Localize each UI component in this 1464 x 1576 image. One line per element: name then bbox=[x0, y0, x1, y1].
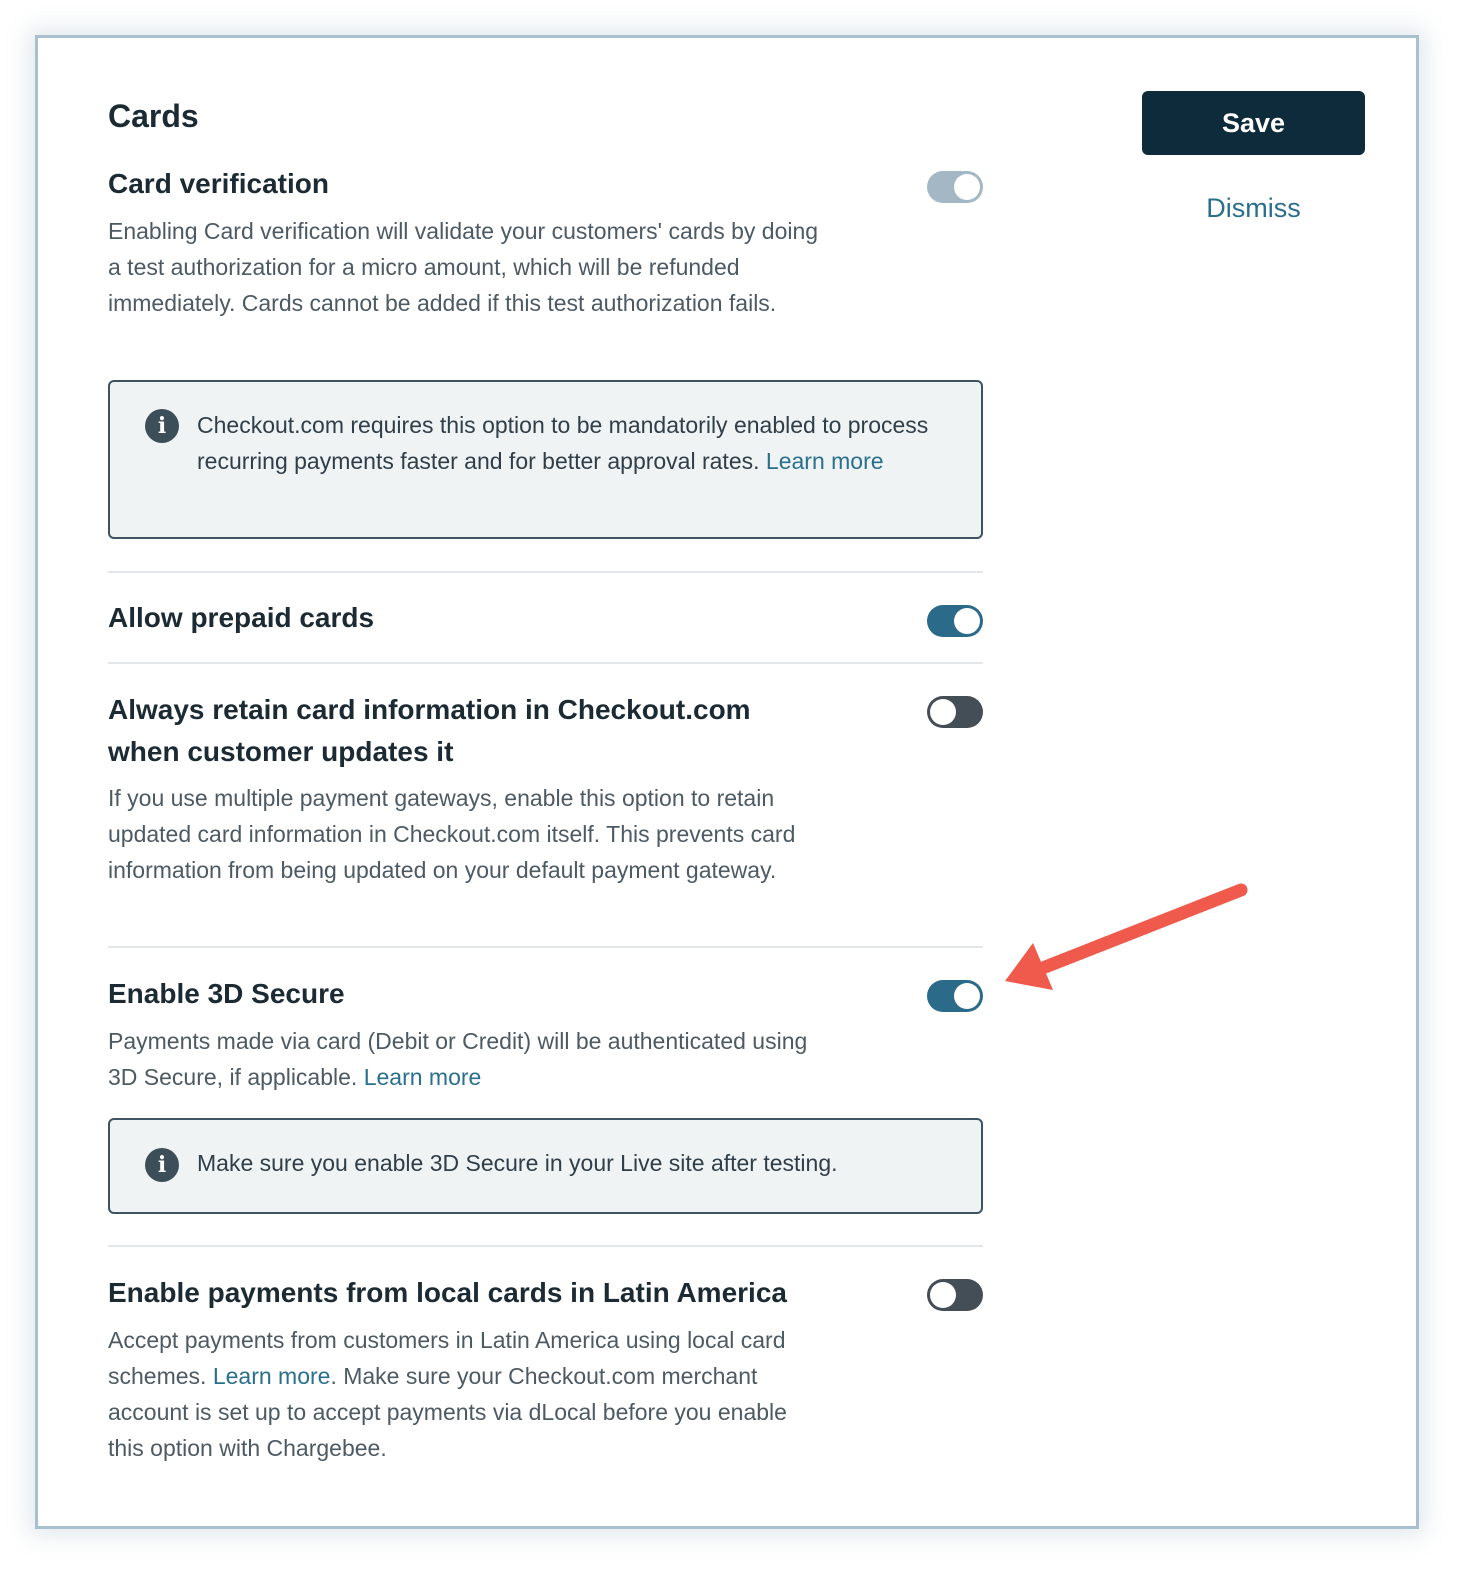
retain-card-info-title bbox=[108, 689, 868, 773]
three-ds-callout bbox=[108, 1118, 983, 1214]
three-ds-toggle[interactable] bbox=[927, 980, 983, 1012]
latam-cards-description bbox=[108, 1322, 820, 1466]
card-verification-description: Enabling Card verification will validate your customers' cards by doing a test authorization for a micro amount, which will be refunded immediately. Cards cannot be added if this test authorization fails. bbox=[108, 218, 819, 316]
retain-card-info-toggle[interactable] bbox=[927, 696, 983, 728]
save-button[interactable]: Save bbox=[1142, 91, 1365, 155]
latam-description-after: . Make sure your Checkout.com merchant account is set up to accept payments via dLocal before you enable this option with Chargebee. bbox=[108, 1363, 787, 1461]
toggle-knob bbox=[930, 699, 956, 725]
prepaid-cards-title: Allow prepaid cards bbox=[108, 602, 375, 633]
learn-more-link[interactable]: Learn more bbox=[212, 1363, 331, 1389]
latam-cards-title: Enable payments from local cards in Latin America bbox=[108, 1277, 787, 1308]
callout-message: Checkout.com requires this option to be mandatorily enabled to process recurring payments faster and for better approval rates. bbox=[197, 412, 929, 474]
divider bbox=[108, 946, 983, 948]
retain-title-line-2: when customer updates it bbox=[108, 736, 454, 767]
toggle-knob bbox=[954, 983, 980, 1009]
learn-more-link[interactable]: Learn more bbox=[765, 448, 884, 474]
card-verification-toggle[interactable] bbox=[927, 171, 983, 203]
retain-card-info-description: If you use multiple payment gateways, enable this option to retain updated card information in Checkout.com itself. This prevents card information from being updated on your default payment gateway. bbox=[108, 785, 796, 883]
three-ds-description bbox=[108, 1023, 838, 1095]
page-title: Cards bbox=[108, 98, 199, 134]
divider bbox=[108, 571, 983, 573]
info-icon: i bbox=[145, 409, 179, 443]
toggle-knob bbox=[954, 174, 980, 200]
retain-title-line-1: Always retain card information in Checkout.com bbox=[108, 694, 751, 725]
three-ds-title: Enable 3D Secure bbox=[108, 978, 345, 1009]
three-ds-description-text: Payments made via card (Debit or Credit) will be authenticated using 3D Secure, if applicable. bbox=[108, 1028, 808, 1090]
toggle-knob bbox=[930, 1282, 956, 1308]
toggle-knob bbox=[954, 608, 980, 634]
card-verification-callout bbox=[108, 380, 983, 539]
arrow-shaft bbox=[1035, 890, 1241, 971]
learn-more-link[interactable]: Learn more bbox=[363, 1064, 482, 1090]
arrow-annotation-icon bbox=[995, 875, 1260, 1005]
prepaid-cards-toggle[interactable] bbox=[927, 605, 983, 637]
latam-description-before: Accept payments from customers in Latin America using local card schemes. bbox=[108, 1327, 786, 1389]
divider bbox=[108, 662, 983, 664]
latam-cards-toggle[interactable] bbox=[927, 1279, 983, 1311]
dismiss-link[interactable]: Dismiss bbox=[1206, 193, 1301, 223]
info-icon: i bbox=[145, 1148, 179, 1182]
callout-text: Make sure you enable 3D Secure in your Live site after testing. bbox=[197, 1150, 838, 1176]
card-verification-title: Card verification bbox=[108, 168, 329, 199]
divider bbox=[108, 1245, 983, 1247]
callout-text bbox=[197, 407, 957, 479]
